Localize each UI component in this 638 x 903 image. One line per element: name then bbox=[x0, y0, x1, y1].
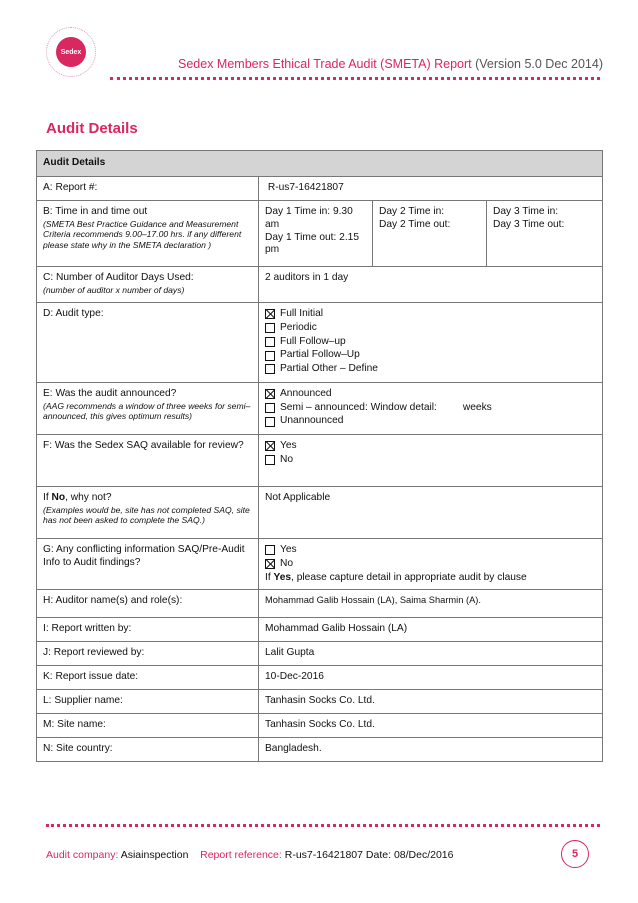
row-a-label: A: Report #: bbox=[37, 177, 259, 201]
semi-announced-checkbox[interactable] bbox=[265, 403, 275, 413]
row-n-label: N: Site country: bbox=[37, 738, 259, 762]
row-g-label: G: Any conflicting information SAQ/Pre-Audit Info to Audit findings? bbox=[37, 539, 259, 590]
row-h-value: Mohammad Galib Hossain (LA), Saima Sharmin (A). bbox=[259, 590, 603, 618]
unannounced-checkbox[interactable] bbox=[265, 417, 275, 427]
row-j-label: J: Report reviewed by: bbox=[37, 642, 259, 666]
partial-other-checkbox[interactable] bbox=[265, 364, 275, 374]
row-ifno-label: If No, why not? (Examples would be, site has not completed SAQ, site has not been asked to complete the SAQ.) bbox=[37, 487, 259, 539]
header-divider bbox=[110, 77, 600, 80]
full-follow-up-checkbox[interactable] bbox=[265, 337, 275, 347]
row-k-value: 10-Dec-2016 bbox=[259, 666, 603, 690]
audit-details-table bbox=[36, 150, 603, 762]
conflict-yes-checkbox[interactable] bbox=[265, 545, 275, 555]
row-f-label: F: Was the Sedex SAQ available for review? bbox=[37, 435, 259, 487]
row-b-day3: Day 3 Time in: Day 3 Time out: bbox=[487, 201, 603, 267]
row-b-sub: (SMETA Best Practice Guidance and Measurement Criteria recommends 9.00–17.00 hrs. if any different please state why in the SMETA declaration ) bbox=[43, 218, 242, 251]
row-b-day2: Day 2 Time in: Day 2 Time out: bbox=[373, 201, 487, 267]
report-header-title bbox=[178, 57, 603, 71]
row-k-label: K: Report issue date: bbox=[37, 666, 259, 690]
row-a-value: R-us7-16421807 bbox=[259, 177, 603, 201]
row-n-value: Bangladesh. bbox=[259, 738, 603, 762]
row-ifno-value: Not Applicable bbox=[259, 487, 603, 539]
periodic-checkbox[interactable] bbox=[265, 323, 275, 333]
saq-yes-checkbox[interactable] bbox=[265, 441, 275, 451]
row-d-label: D: Audit type: bbox=[37, 303, 259, 383]
row-c-label: C: Number of Auditor Days Used: (number of auditor x number of days) bbox=[37, 267, 259, 303]
page-number: 5 bbox=[561, 840, 589, 868]
row-e-label: E: Was the audit announced? (AAG recommends a window of three weeks for semi–announced, this gives optimum results) bbox=[37, 382, 259, 434]
header-title-text: Sedex Members Ethical Trade Audit (SMETA) Report bbox=[178, 57, 472, 71]
footer: Audit company: Asiainspection Report reference: R-us7-16421807 Date: 08/Dec/2016 bbox=[46, 849, 454, 861]
row-i-label: I: Report written by: bbox=[37, 618, 259, 642]
row-m-label: M: Site name: bbox=[37, 714, 259, 738]
header-version: (Version 5.0 Dec 2014) bbox=[475, 57, 603, 71]
row-b-label: B: Time in and time out (SMETA Best Practice Guidance and Measurement Criteria recommends 9.00–17.00 hrs. if any different please state why in the SMETA declaration ) bbox=[37, 201, 259, 267]
row-c-value: 2 auditors in 1 day bbox=[259, 267, 603, 303]
announced-checkbox[interactable] bbox=[265, 389, 275, 399]
conflict-no-checkbox[interactable] bbox=[265, 559, 275, 569]
full-initial-checkbox[interactable] bbox=[265, 309, 275, 319]
logo-circle: Sedex bbox=[56, 37, 86, 67]
row-j-value: Lalit Gupta bbox=[259, 642, 603, 666]
partial-follow-up-checkbox[interactable] bbox=[265, 351, 275, 361]
row-l-label: L: Supplier name: bbox=[37, 690, 259, 714]
footer-divider bbox=[46, 824, 600, 827]
row-i-value: Mohammad Galib Hossain (LA) bbox=[259, 618, 603, 642]
row-h-label: H: Auditor name(s) and role(s): bbox=[37, 590, 259, 618]
row-l-value: Tanhasin Socks Co. Ltd. bbox=[259, 690, 603, 714]
audit-type-options: Full Initial Periodic Full Follow–up Partial Follow–Up Partial Other – Define bbox=[259, 303, 603, 383]
table-header: Audit Details bbox=[37, 151, 603, 177]
conflicting-info-options: Yes No If Yes, please capture detail in appropriate audit by clause bbox=[259, 539, 603, 590]
saq-available-options: Yes No bbox=[259, 435, 603, 487]
saq-no-checkbox[interactable] bbox=[265, 455, 275, 465]
row-b-day1: Day 1 Time in: 9.30 am Day 1 Time out: 2.15 pm bbox=[259, 201, 373, 267]
row-m-value: Tanhasin Socks Co. Ltd. bbox=[259, 714, 603, 738]
sedex-logo bbox=[46, 27, 98, 79]
announced-options: Announced Semi – announced: Window detail: weeks Unannounced bbox=[259, 382, 603, 434]
section-title: Audit Details bbox=[46, 120, 138, 137]
